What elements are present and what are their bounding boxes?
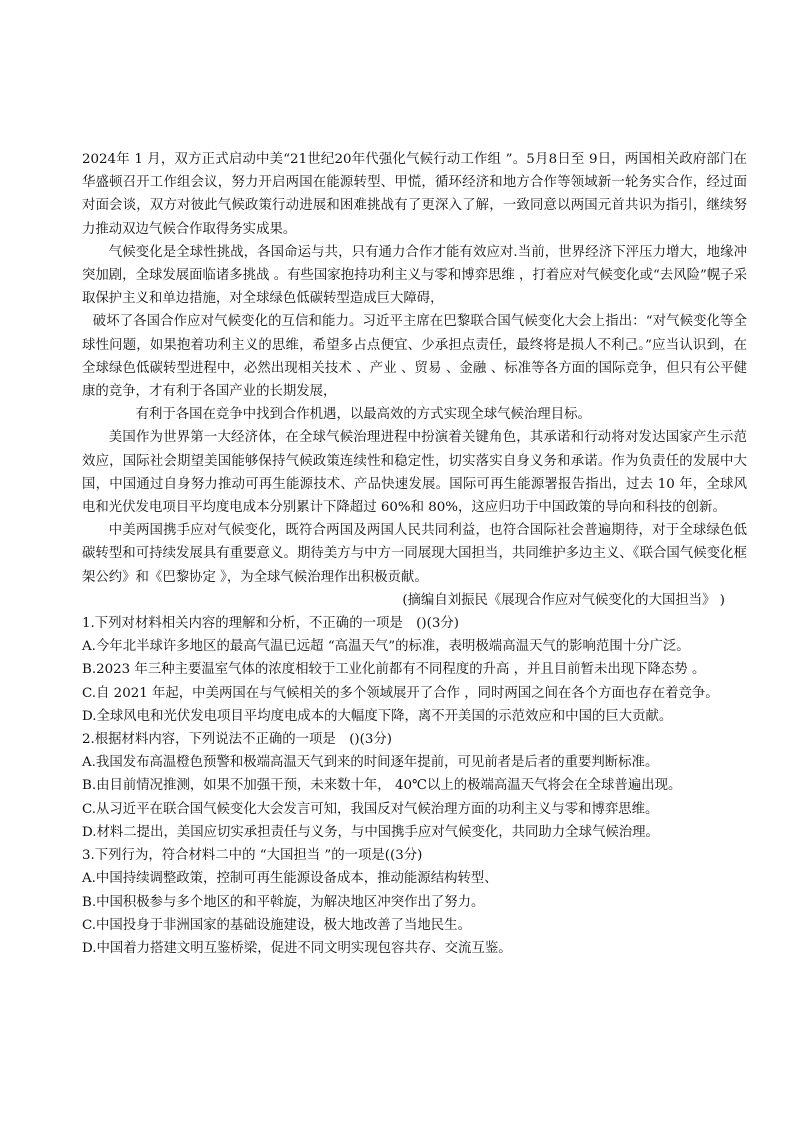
option-a: A.中国持续调整政策，控制可再生能源设备成本，推动能源结构转型、 xyxy=(82,871,498,887)
article-paragraph-4: 有利于各国在竞争中找到合作机遇，以最高效的方式实现全球气候治理目标。 xyxy=(135,407,591,423)
question-1 xyxy=(82,612,747,728)
article-source: (摘编自刘振民《展现合作应对气候变化的大国担当》 ) xyxy=(402,592,725,608)
article-paragraph-3: 破坏了各国合作应对气候变化的互信和能力。习近平主席在巴黎联合国气候变化大会上指出：“对气候变化等全球性问题，如果抱着功利主义的思维，希望多占点便宜、少承担点责任，最终将是损人不利己。”应当认识到，在全球绿色低碳转型进程中，必然出现相关技术 、产业 、贸易 、金融 、标准等各方面的国际竞争，但只有公平健康的竞争，才有利于各国产业的长期发展， xyxy=(82,314,747,400)
option-b: B.中国积极参与多个地区的和平斡旋，为解决地区冲突作出了努力。 xyxy=(82,894,485,910)
article-paragraph-6: 中美两国携手应对气候变化，既符合两国及两国人民共同利益，也符合国际社会普遍期待，对于全球绿色低碳转型和可持续发展具有重要意义。期待美方与中方一同展现大国担当，共同维护多边主义、《联合国气候变化框架公约》和《巴黎协定 》，为全球气候治理作出积极贡献。 xyxy=(82,523,747,585)
option-c: C.自 2021 年起，中美两国在与气候相关的多个领域展开了合作 ，同时两国之间在各个方面也存在着竞争。 xyxy=(82,685,719,701)
option-c: C.从习近平在联合国气候变化大会发言可知，我国反对气候治理方面的功利主义与零和博弈思维。 xyxy=(82,801,659,817)
question-3 xyxy=(82,844,747,960)
option-b: B.由目前情况推测，如果不加强干预，未来数十年， 40℃以上的极端高温天气将会在全球普遍出现。 xyxy=(82,778,682,794)
article-paragraph-2: 气候变化是全球性挑战，各国命运与共，只有通力合作才能有效应对.当前，世界经济下泙压力增大，地缘冲突加剧，全球发展面临诸多挑战 。有些国家抱持功利主义与零和博弈思维 ，打着应对气候变化或“去风险”幌子采取保护主义和单边措施，对全球绿色低碳转型造成巨大障碍， xyxy=(82,244,747,307)
option-a: A.今年北半球许多地区的最高气温已远超 “高温天气”的标准，表明极端高温天气的影响范围十分广泛。 xyxy=(82,639,690,655)
option-d: D.材料二提出，美国应切实承担责任与义务，与中国携手应对气候变化，共同助力全球气候治理。 xyxy=(82,824,659,840)
question-stem: 1.下列对材料相关内容的理解和分析，不正确的一项是 ()(3分) xyxy=(82,616,459,632)
question-stem: 2.根据材料内容，下列说法不正确的一项是 ()(3分) xyxy=(82,732,393,748)
option-b: B.2023 年三种主要温室气体的浓度相较于工业化前都有不同程度的升高 ，并且目前暂未出现下降态势 。 xyxy=(82,662,706,678)
article-paragraph-5: 美国作为世界第一大经济体，在全球气候治理进程中扮演着关键角色，其承诺和行动将对发达国家产生示范效应，国际社会期望美国能够保持气候政策连续性和稳定性，切实落实自身义务和承诺。作为负责任的发展中大国，中国通过自身努力推动可再生能源技术、产品快速发展。国际可再生能源署报告指出，过去 10 年，全球风电和光伏发电项目平均度电成本分别累计下降超过 60%和 80%，这应归功于中国政策的导向和科技的创新。 xyxy=(82,430,747,516)
option-c: C.中国投身于非洲国家的基础设施建设，极大地改善了当地民生。 xyxy=(82,917,471,933)
option-d: D.全球风电和光伏发电项目平均度电成本的大幅度下降，离不开美国的示范效应和中国的巨大贡献。 xyxy=(82,708,673,724)
question-2 xyxy=(82,728,747,844)
question-stem: 3.下列行为，符合材料二中的 “大国担当 ”的一项是((3分) xyxy=(82,848,423,864)
reading-article xyxy=(82,148,747,612)
exam-page xyxy=(82,148,747,960)
option-d: D.中国着力搭建文明互鉴桥梁，促进不同文明实现包容共存、交流互鉴。 xyxy=(82,940,512,956)
option-a: A.我国发布高温橙色预警和极端高温天气到来的时间逐年提前，可见前者是后者的重要判断标准。 xyxy=(82,755,659,771)
article-paragraph-1: 2024年 1 月，双方正式启动中美“21世纪20年代强化气候行动工作组 ”。5月8日至 9日，两国相关政府部门在华盛顿召开工作组会议，努力开启两国在能源转型、甲慌，循环经济和地方合作等领域新一轮务实合作，经过面对面会谈，双方对彼此气候政策行动进展和困难挑战有了更深入了解，一致同意以两国元首共识为指引，继续努力推动双边气候合作取得务实成果。 xyxy=(82,152,747,237)
